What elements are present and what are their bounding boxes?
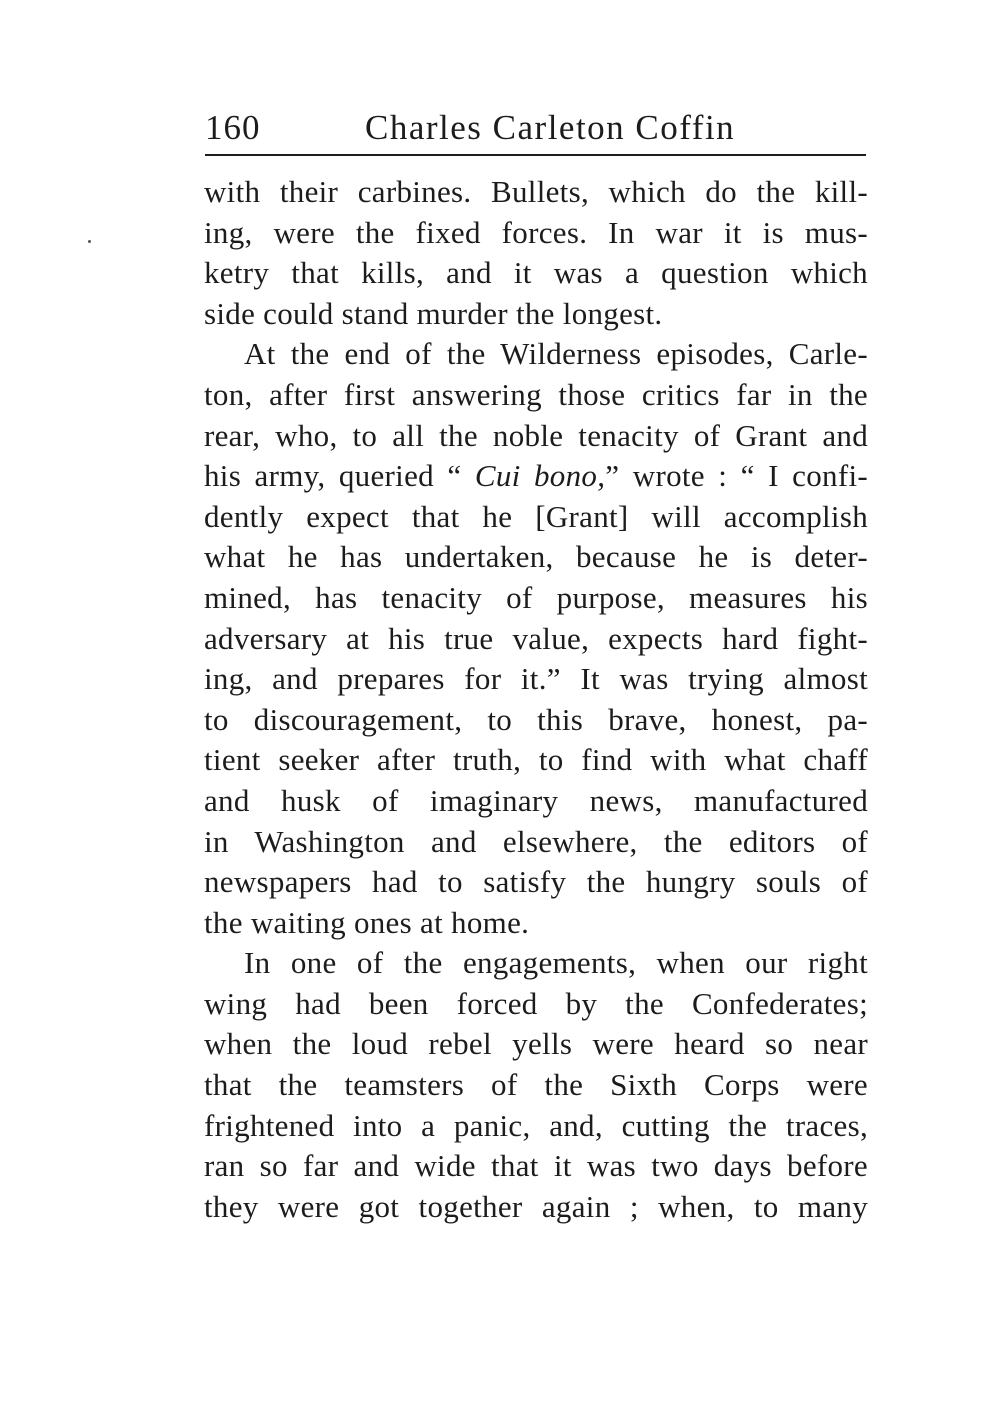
- text-line: to discouragement, to this brave, honest, pa-: [204, 701, 868, 737]
- text-line: side could stand murder the longest.: [204, 295, 663, 331]
- text-line: ton, after first answering those critics far in the: [204, 376, 868, 412]
- text-line: ketry that kills, and it was a question which: [204, 255, 868, 291]
- text-line: tient seeker after truth, to find with what chaff: [204, 742, 868, 778]
- text-line: dently expect that he [Grant] will accomplish: [204, 498, 868, 534]
- text-line: wing had been forced by the Confederates;: [204, 985, 868, 1021]
- text-line: the waiting ones at home.: [204, 904, 530, 940]
- text-line: and husk of imaginary news, manufactured: [204, 782, 868, 818]
- text-line: At the end of the Wilderness episodes, Carle-: [244, 336, 868, 372]
- text-line: In one of the engagements, when our right: [244, 945, 868, 981]
- text-line: when the loud rebel yells were heard so near: [204, 1026, 868, 1062]
- text-line: ran so far and wide that it was two days before: [204, 1148, 868, 1184]
- text-line: with their carbines. Bullets, which do the kill-: [204, 174, 868, 209]
- page-header: [205, 104, 866, 156]
- text-line: they were got together again ; when, to many: [204, 1188, 868, 1224]
- running-title: Charles Carleton Coffin: [365, 108, 736, 147]
- stray-ink-mark: [88, 240, 91, 243]
- text-line: adversary at his true value, expects hard fight-: [204, 620, 868, 656]
- text-line: ing, were the fixed forces. In war it is mus-: [204, 214, 868, 250]
- text-line: rear, who, to all the noble tenacity of Grant and: [204, 417, 868, 453]
- text-line: what he has undertaken, because he is deter-: [204, 539, 868, 575]
- text-line: in Washington and elsewhere, the editors of: [204, 823, 868, 859]
- body-text: [204, 172, 868, 1227]
- page-number: 160: [205, 108, 261, 147]
- text-line: frightened into a panic, and, cutting the traces,: [204, 1107, 868, 1143]
- latin-phrase: Cui bono,: [474, 458, 606, 494]
- text-line: newspapers had to satisfy the hungry souls of: [204, 864, 868, 900]
- text-line: that the teamsters of the Sixth Corps were: [204, 1067, 868, 1103]
- text-line: mined, has tenacity of purpose, measures his: [204, 579, 868, 615]
- text-line: ing, and prepares for it.” It was trying almost: [204, 661, 868, 697]
- text-line: his army, queried “ Cui bono,” wrote : “ I confi-: [204, 458, 869, 494]
